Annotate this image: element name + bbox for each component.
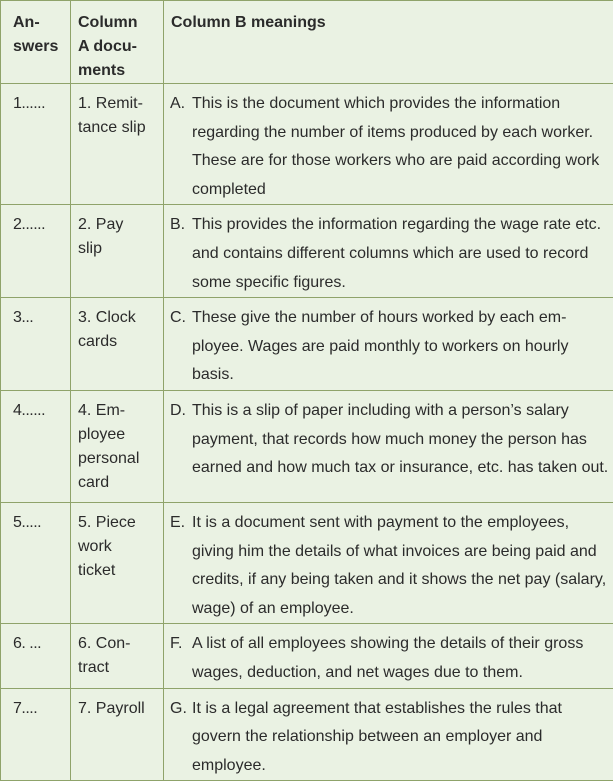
meaning-item bbox=[170, 304, 609, 390]
document-cell bbox=[71, 84, 164, 205]
table-row bbox=[1, 502, 613, 623]
answer-blank: 2...... bbox=[13, 216, 45, 233]
document-cell bbox=[71, 390, 164, 502]
meaning-text: A list of all employees showing the details of their gross wages, deduction, and net wages due to them. bbox=[192, 630, 609, 687]
document-line: 1. Remit- bbox=[78, 92, 163, 116]
document-line: work bbox=[78, 535, 163, 559]
table-row bbox=[1, 688, 613, 781]
answer-blank: 3... bbox=[13, 309, 33, 326]
document-line: 7. Payroll bbox=[78, 697, 163, 721]
meaning-cell bbox=[164, 205, 613, 298]
document-line: slip bbox=[78, 237, 163, 261]
answers-header-line-1: An- bbox=[13, 11, 70, 35]
meaning-text: These give the number of hours worked by each em-ployee. Wages are paid monthly to workers on hourly basis. bbox=[192, 304, 609, 390]
answer-cell bbox=[1, 502, 71, 623]
answer-cell bbox=[1, 390, 71, 502]
meaning-item bbox=[170, 397, 609, 483]
answers-header bbox=[1, 1, 71, 84]
document-line: ployee bbox=[78, 423, 163, 447]
table-row bbox=[1, 205, 613, 298]
meaning-cell bbox=[164, 298, 613, 391]
meaning-letter: F. bbox=[170, 630, 192, 687]
meaning-item bbox=[170, 211, 609, 297]
meaning-cell bbox=[164, 688, 613, 781]
meaning-text: This is the document which provides the information regarding the number of items produced by each worker. These are for those workers who are paid according work completed bbox=[192, 90, 609, 204]
meaning-letter: D. bbox=[170, 397, 192, 483]
document-cell bbox=[71, 298, 164, 391]
answer-blank: 6. ... bbox=[13, 635, 41, 652]
table-row bbox=[1, 390, 613, 502]
answer-cell bbox=[1, 298, 71, 391]
answer-blank: 1...... bbox=[13, 95, 45, 112]
meaning-cell bbox=[164, 624, 613, 688]
meaning-letter: C. bbox=[170, 304, 192, 390]
answer-cell bbox=[1, 205, 71, 298]
document-line: cards bbox=[78, 330, 163, 354]
answer-cell bbox=[1, 624, 71, 688]
column-a-header-line-3: ments bbox=[78, 59, 163, 83]
meaning-letter: E. bbox=[170, 509, 192, 623]
document-line: personal bbox=[78, 447, 163, 471]
column-b-header: Column B meanings bbox=[164, 1, 613, 84]
document-line: 3. Clock bbox=[78, 306, 163, 330]
document-line: tance slip bbox=[78, 116, 163, 140]
meaning-letter: A. bbox=[170, 90, 192, 204]
answer-blank: 7.... bbox=[13, 700, 37, 717]
meaning-text: This is a slip of paper including with a person’s salary payment, that records how much money the person has earned and how much tax or insurance, etc. has taken out. bbox=[192, 397, 609, 483]
document-line: 5. Piece bbox=[78, 511, 163, 535]
header-row bbox=[1, 1, 613, 84]
meaning-cell bbox=[164, 390, 613, 502]
meaning-item bbox=[170, 630, 609, 687]
column-a-header bbox=[71, 1, 164, 84]
meaning-letter: G. bbox=[170, 695, 192, 781]
meaning-cell bbox=[164, 84, 613, 205]
document-cell bbox=[71, 205, 164, 298]
column-a-header-line-1: Column bbox=[78, 11, 163, 35]
column-a-header-line-2: A docu- bbox=[78, 35, 163, 59]
answer-blank: 4...... bbox=[13, 402, 45, 419]
document-line: card bbox=[78, 471, 163, 495]
meaning-cell bbox=[164, 502, 613, 623]
document-cell bbox=[71, 502, 164, 623]
answers-header-line-2: swers bbox=[13, 35, 70, 59]
meaning-text: It is a document sent with payment to the employees, giving him the details of what invoices are being paid and credits, if any being taken and it shows the net pay (salary, wage) of an employee. bbox=[192, 509, 609, 623]
table-row bbox=[1, 298, 613, 391]
document-line: 6. Con- bbox=[78, 632, 163, 656]
answer-cell bbox=[1, 688, 71, 781]
document-cell bbox=[71, 688, 164, 781]
answer-cell bbox=[1, 84, 71, 205]
meaning-text: This provides the information regarding the wage rate etc. and contains different columns which are used to record some specific figures. bbox=[192, 211, 609, 297]
meaning-text: It is a legal agreement that establishes the rules that govern the relationship between an employer and employee. bbox=[192, 695, 609, 781]
answer-blank: 5..... bbox=[13, 514, 41, 531]
meaning-item bbox=[170, 695, 609, 781]
table-row bbox=[1, 624, 613, 688]
document-line: ticket bbox=[78, 559, 163, 583]
table-row bbox=[1, 84, 613, 205]
meaning-item bbox=[170, 509, 609, 623]
document-line: 2. Pay bbox=[78, 213, 163, 237]
document-cell bbox=[71, 624, 164, 688]
document-line: 4. Em- bbox=[78, 399, 163, 423]
meaning-letter: B. bbox=[170, 211, 192, 297]
document-line: tract bbox=[78, 656, 163, 680]
meaning-item bbox=[170, 90, 609, 204]
